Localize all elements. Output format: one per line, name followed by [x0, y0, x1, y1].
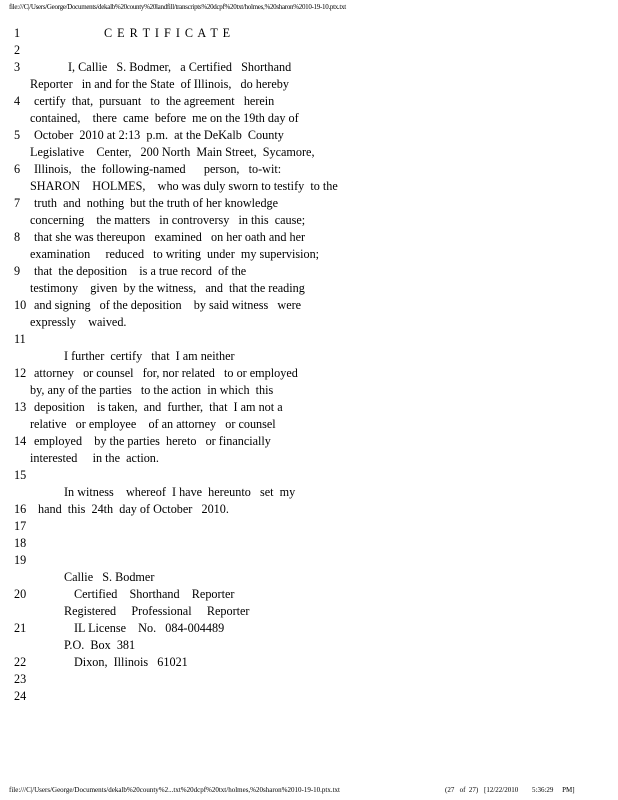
line-number: 22 — [14, 655, 27, 669]
transcript-line: expressly waived. — [30, 315, 127, 329]
transcript-line: that she was thereupon examined on her oath and her — [34, 230, 306, 244]
license-number: IL License No. 084-004489 — [74, 621, 225, 635]
line-number: 8 — [14, 230, 21, 244]
transcript-line: concerning the matters in controversy in this cause; — [30, 213, 306, 227]
line-number: 12 — [14, 366, 27, 380]
signature-title: Registered Professional Reporter — [64, 604, 250, 618]
print-date: [12/22/2010 — [484, 786, 519, 794]
line-number: 11 — [14, 332, 26, 346]
line-number: 7 — [14, 196, 21, 210]
line-number: 17 — [14, 519, 27, 533]
line-number: 19 — [14, 553, 27, 567]
transcript-line: by, any of the parties to the action in which this — [30, 383, 274, 397]
line-number: 3 — [14, 60, 21, 74]
transcript-line: relative or employee of an attorney or counsel — [30, 417, 276, 431]
line-number: 4 — [14, 94, 21, 108]
line-number: 20 — [14, 587, 27, 601]
line-number: 5 — [14, 128, 21, 142]
certificate-title: C E R T I F I C A T E — [104, 26, 232, 40]
transcript-line: hand this 24th day of October 2010. — [38, 502, 229, 516]
transcript-line: Legislative Center, 200 North Main Street, Sycamore, — [30, 145, 315, 159]
line-number: 13 — [14, 400, 27, 414]
print-time: 5:36:29 PM] — [532, 786, 575, 794]
line-number: 21 — [14, 621, 27, 635]
line-number: 6 — [14, 162, 21, 176]
transcript-line: I, Callie S. Bodmer, a Certified Shorthand — [68, 60, 292, 74]
line-number: 18 — [14, 536, 27, 550]
line-number: 24 — [14, 689, 27, 703]
transcript-line: examination reduced to writing under my supervision; — [30, 247, 320, 261]
transcript-line: certify that, pursuant to the agreement herein — [34, 94, 275, 108]
signature-title: Certified Shorthand Reporter — [74, 587, 235, 601]
signature-name: Callie S. Bodmer — [64, 570, 155, 584]
transcript-line: and signing of the deposition by said witness were — [34, 298, 302, 312]
line-number: 14 — [14, 434, 27, 448]
transcript-line: employed by the parties hereto or financially — [34, 434, 271, 448]
transcript-line: that the deposition is a true record of the — [34, 264, 247, 278]
address-line: P.O. Box 381 — [64, 638, 136, 652]
line-number: 9 — [14, 264, 21, 278]
line-number: 16 — [14, 502, 27, 516]
line-number: 15 — [14, 468, 27, 482]
address-line: Dixon, Illinois 61021 — [74, 655, 188, 669]
transcript-line: In witness whereof I have hereunto set my — [64, 485, 296, 499]
transcript-line: contained, there came before me on the 19th day of — [30, 111, 299, 125]
file-path-header: file:///C|/Users/George/Documents/dekalb%20county%20landfill/transcripts%20dcpf%20txt/holmes,%20sharon%2010-19-10.ptx.txt — [9, 3, 346, 11]
transcript-line: attorney or counsel for, nor related to or employed — [34, 366, 298, 380]
line-number: 10 — [14, 298, 27, 312]
transcript-line: October 2010 at 2:13 p.m. at the DeKalb County — [34, 128, 284, 142]
transcript-line: I further certify that I am neither — [64, 349, 235, 363]
transcript-line: interested in the action. — [30, 451, 159, 465]
line-number: 1 — [14, 26, 21, 40]
transcript-line: SHARON HOLMES, who was duly sworn to testify to the — [30, 179, 338, 193]
transcript-line: truth and nothing but the truth of her knowledge — [34, 196, 279, 210]
page-counter: (27 of 27) — [445, 786, 479, 794]
line-number: 2 — [14, 43, 21, 57]
file-path-footer: file:///C|/Users/George/Documents/dekalb%20county%2...txt%20dcpf%20txt/holmes,%20sharon%2010-19-10.ptx.txt — [9, 786, 340, 794]
transcript-line: Illinois, the following-named person, to-wit: — [34, 162, 282, 176]
transcript-line: testimony given by the witness, and that the reading — [30, 281, 305, 295]
transcript-line: Reporter in and for the State of Illinois, do hereby — [30, 77, 289, 91]
line-number: 23 — [14, 672, 27, 686]
transcript-line: deposition is taken, and further, that I am not a — [34, 400, 283, 414]
